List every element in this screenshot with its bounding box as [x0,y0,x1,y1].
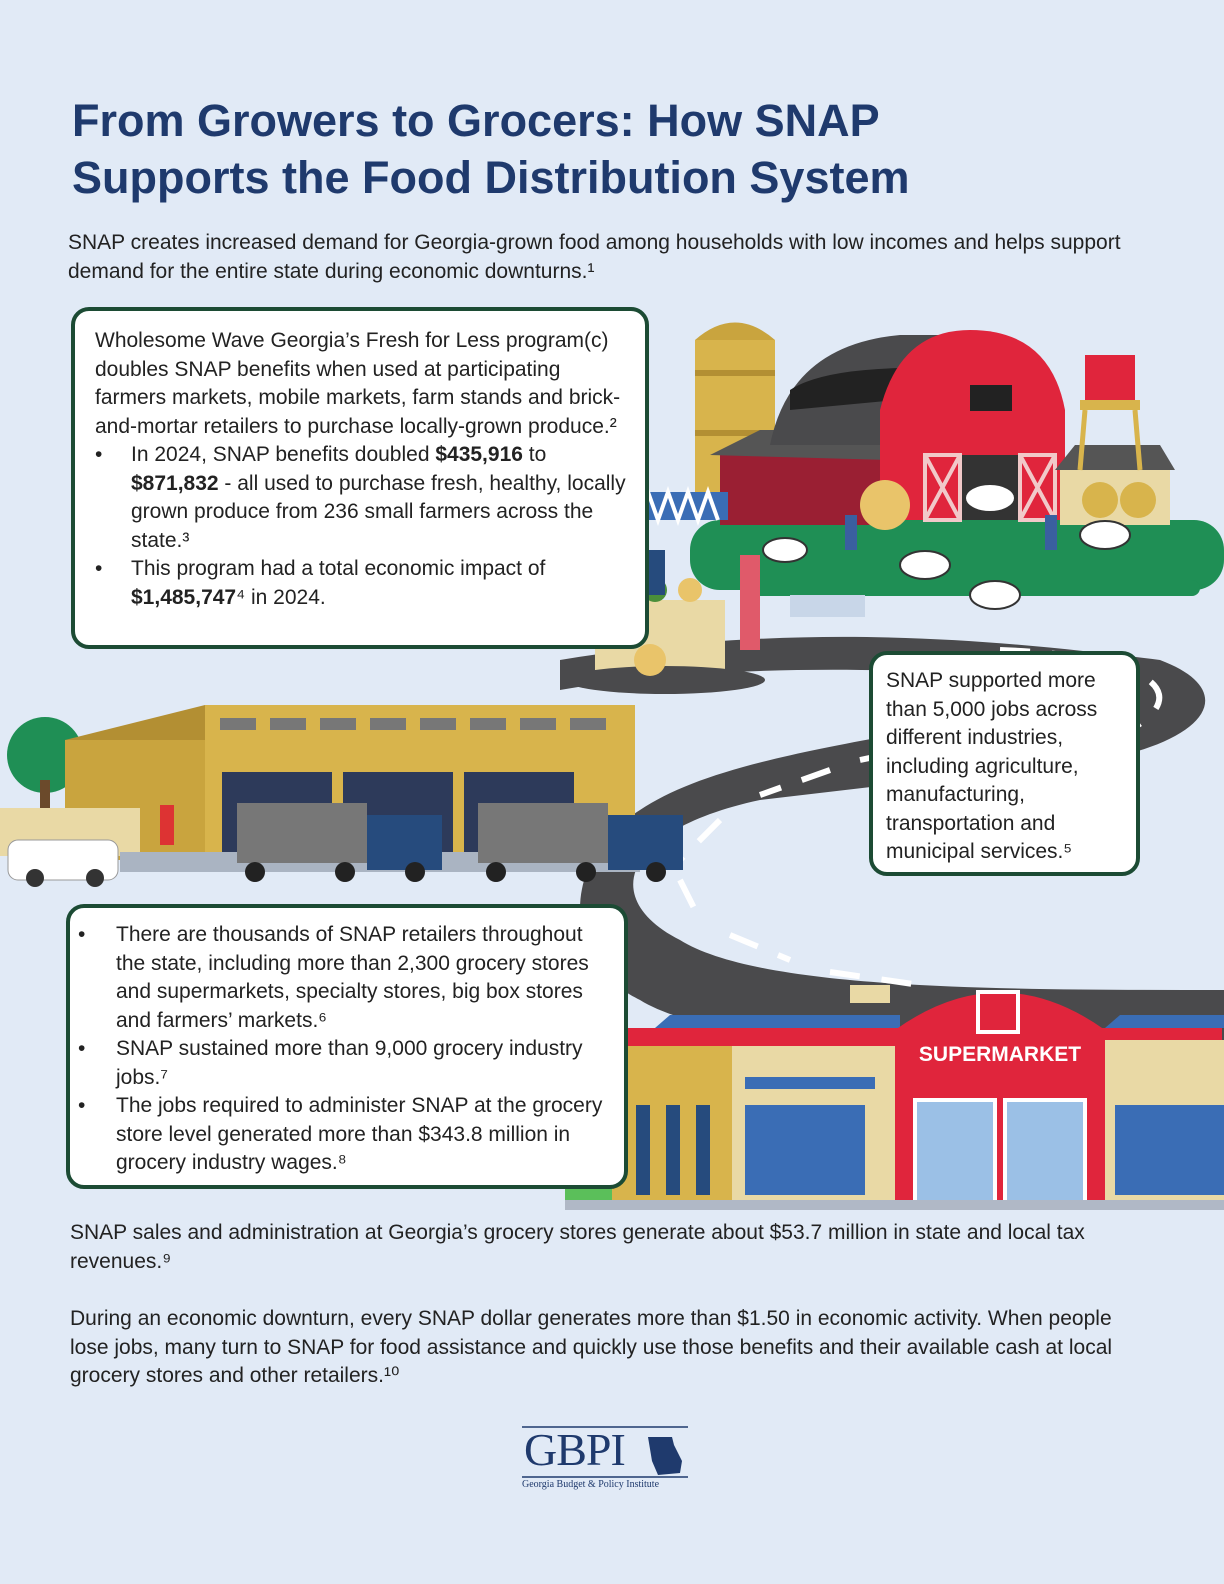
retailers-bullets [78,921,616,1178]
logo-subtitle: Georgia Budget & Policy Institute [522,1479,660,1490]
list-item: • SNAP sustained more than 9,000 grocery industry jobs.⁷ [78,1035,616,1092]
jobs-callout [869,651,1140,876]
supermarket-scene [565,985,1224,1210]
logo-name: GBPI [524,1424,625,1475]
intro-text: SNAP creates increased demand for Georgia-grown food among households with low incomes and helps support demand for the entire state during economic downturns.¹ [68,231,1121,283]
warehouse-scene [0,705,683,887]
downturn-text: During an economic downturn, every SNAP dollar generates more than $1.50 in economic activity. When people lose jobs, many turn to SNAP for food assistance and quickly use those benefits and their available cash at local grocery stores and other retailers.¹⁰ [70,1307,1113,1387]
jobs-text: SNAP supported more than 5,000 jobs across different industries, including agriculture, manufacturing, transportation and municipal services.⁵ [886,669,1098,863]
economic-impact-amount: $1,485,747 [131,585,237,609]
fresh-for-less-callout [71,307,649,649]
tax-revenue-text: SNAP sales and administration at Georgia’s grocery stores generate about $53.7 million in state and local tax revenues.⁹ [70,1221,1085,1273]
supermarket-sign: SUPERMARKET [918,1043,1082,1066]
fresh-for-less-bullets [95,441,631,612]
list-item: • The jobs required to administer SNAP at the grocery store level generated more than $343.8 million in grocery industry wages.⁸ [78,1092,616,1178]
amount-after: $871,832 [131,471,219,495]
list-item: • There are thousands of SNAP retailers throughout the state, including more than 2,300 grocery stores and supermarkets, specialty stores, big box stores and farmers’ markets.⁶ [78,921,616,1035]
list-item: • In 2024, SNAP benefits doubled $435,916 to $871,832 - all used to purchase fresh, healthy, locally grown produce from 236 small farmers across the state.³ [95,441,631,555]
fresh-for-less-text: Wholesome Wave Georgia’s Fresh for Less program(c) doubles SNAP benefits when used at participating farmers markets, mobile markets, farm stands and brick-and-mortar retailers to purchase locally-grown produce.² [95,329,621,438]
amount-before: $435,916 [435,443,523,466]
retailers-callout [66,904,628,1189]
page-title: From Growers to Grocers: How SNAP Supports the Food Distribution System [72,95,910,203]
list-item: • This program had a total economic impact of $1,485,747⁴ in 2024. [95,555,631,612]
